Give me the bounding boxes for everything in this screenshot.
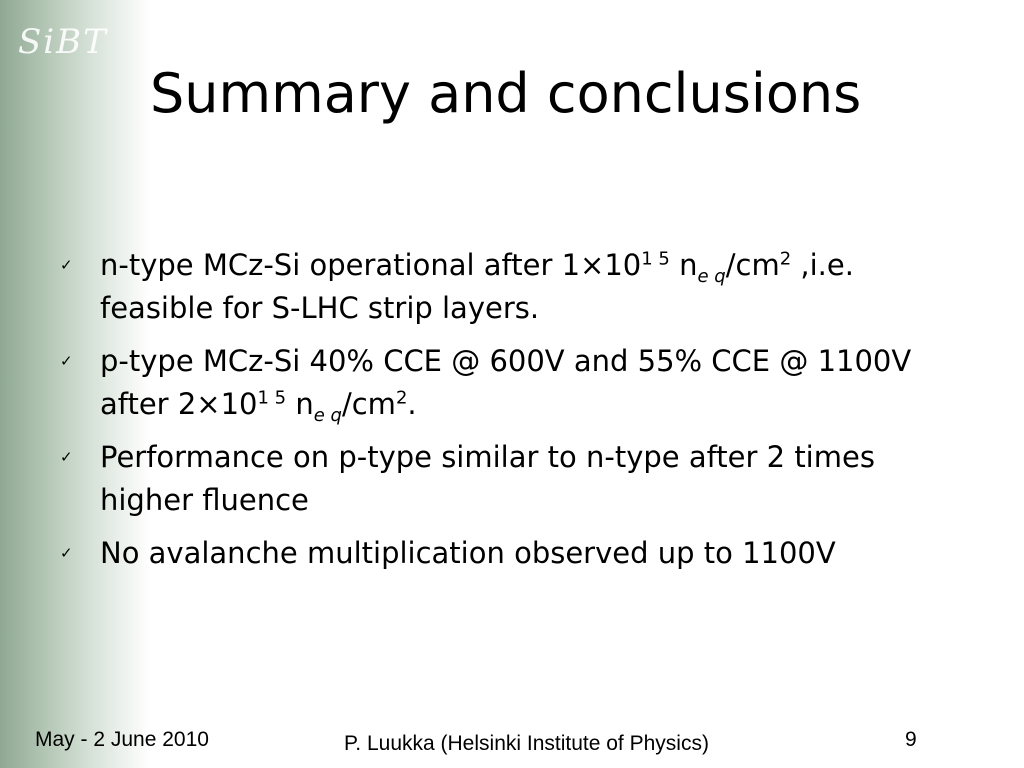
bullet-text: ,i.e. feasible for S-LHC strip layers. xyxy=(100,248,854,325)
exponent: 1 5 xyxy=(257,387,287,409)
bullet-text: Performance on p-type similar to n-type after 2 times higher fluence xyxy=(100,440,875,517)
footer-date: May - 2 June 2010 xyxy=(35,728,209,751)
bullet-text: n-type MCz-Si operational after 1×10 xyxy=(100,248,642,282)
subscript: e q xyxy=(313,404,342,426)
bullet-list xyxy=(60,244,960,585)
bullet-text: No avalanche multiplication observed up to 1100V xyxy=(100,536,836,570)
bullet-text: p-type MCz-Si 40% CCE @ 600V and 55% CCE @ 1100V after 2×10 xyxy=(100,344,912,421)
bullet-text: /cm xyxy=(341,387,396,421)
footer-author: P. Luukka (Helsinki Institute of Physics) xyxy=(344,732,709,755)
bullet-item-1 xyxy=(60,244,960,330)
checkmark-icon: ✓ xyxy=(60,544,73,562)
checkmark-icon: ✓ xyxy=(60,448,73,466)
checkmark-icon: ✓ xyxy=(60,256,73,274)
bullet-item-3 xyxy=(60,436,960,522)
bullet-item-2 xyxy=(60,340,960,426)
slide-title: Summary and conclusions xyxy=(150,62,862,125)
bullet-text: . xyxy=(407,387,417,421)
unit-exponent: 2 xyxy=(779,248,792,270)
sibt-logo: SiBT xyxy=(18,22,108,62)
checkmark-icon: ✓ xyxy=(60,352,73,370)
bullet-item-4 xyxy=(60,532,960,575)
unit-exponent: 2 xyxy=(395,387,408,409)
exponent: 1 5 xyxy=(641,248,670,270)
subscript: e q xyxy=(697,265,726,287)
page-number: 9 xyxy=(905,728,917,751)
bullet-text: n xyxy=(286,387,314,421)
bullet-text: n xyxy=(669,248,698,282)
bullet-text: /cm xyxy=(725,248,780,282)
